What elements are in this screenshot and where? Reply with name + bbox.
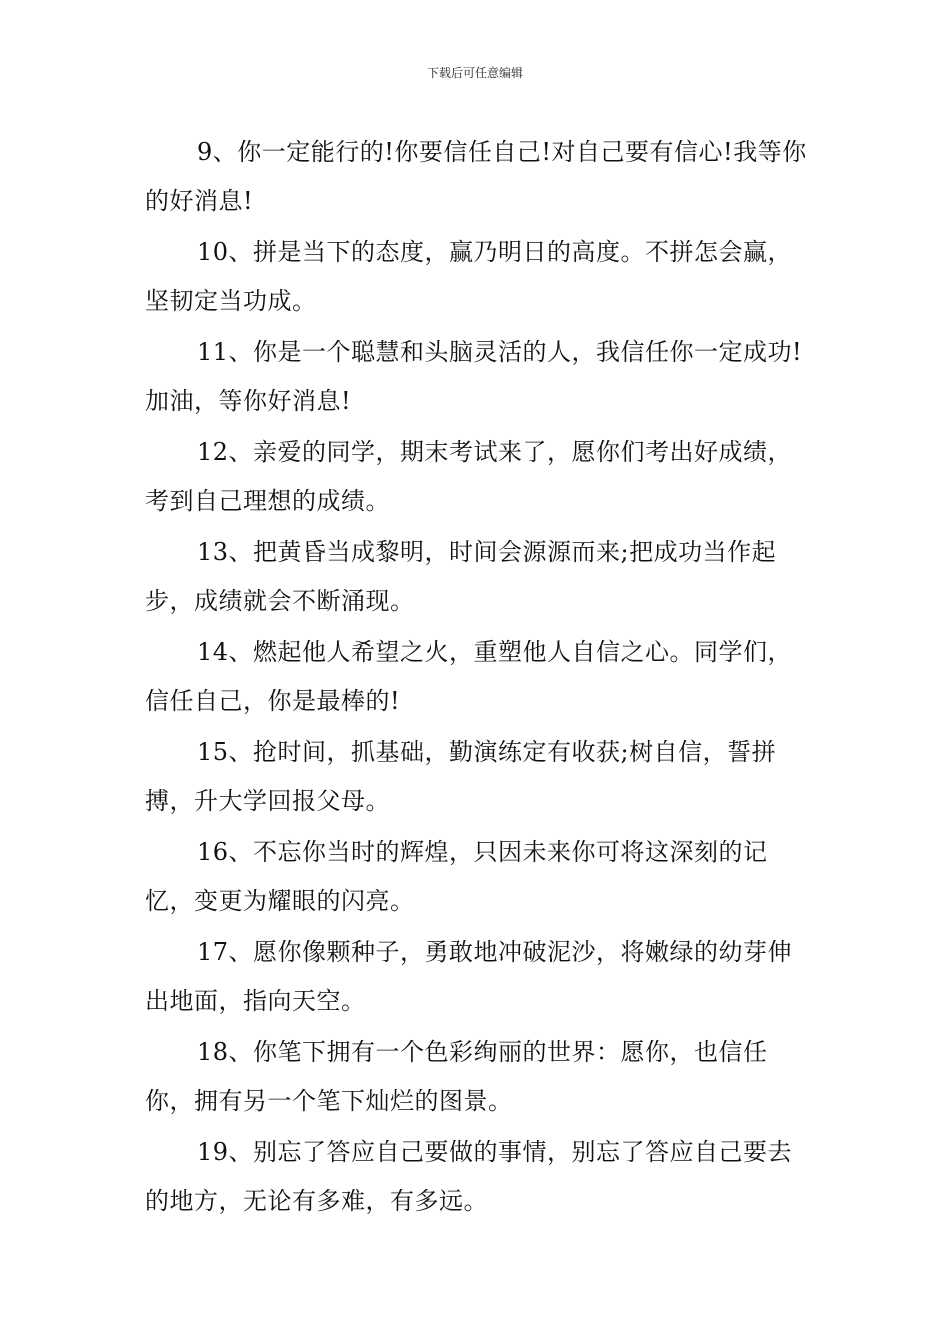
paragraph-item-18: 18、你笔下拥有一个色彩绚丽的世界：愿你，也信任你，拥有另一个笔下灿烂的图景。 (145, 1038, 768, 1115)
paragraph-item-11: 11、你是一个聪慧和头脑灵活的人，我信任你一定成功!加油，等你好消息! (145, 338, 803, 415)
paragraph-item-19: 19、别忘了答应自己要做的事情，别忘了答应自己要去的地方，无论有多难，有多远。 (145, 1138, 793, 1215)
paragraph-item-15: 15、抢时间，抓基础，勤演练定有收获;树自信，誓拼搏，升大学回报父母。 (145, 738, 777, 815)
paragraph-item-10: 10、拼是当下的态度，赢乃明日的高度。不拼怎会赢，坚韧定当功成。 (145, 238, 793, 315)
document-body (145, 128, 813, 1228)
paragraph-item-12: 12、亲爱的同学，期末考试来了，愿你们考出好成绩，考到自己理想的成绩。 (145, 438, 793, 515)
paragraph-item-16: 16、不忘你当时的辉煌，只因未来你可将这深刻的记忆，变更为耀眼的闪亮。 (145, 838, 768, 915)
paragraph-item-17: 17、愿你像颗种子，勇敢地冲破泥沙，将嫩绿的幼芽伸出地面，指向天空。 (145, 938, 793, 1015)
paragraph-item-9: 9、你一定能行的!你要信任自己!对自己要有信心!我等你的好消息! (145, 138, 807, 215)
page-header-note: 下载后可任意编辑 (426, 66, 523, 80)
paragraph-item-14: 14、燃起他人希望之火，重塑他人自信之心。同学们，信任自己，你是最棒的! (145, 638, 793, 715)
paragraph-item-13: 13、把黄昏当成黎明，时间会源源而来;把成功当作起步，成绩就会不断涌现。 (145, 538, 777, 615)
